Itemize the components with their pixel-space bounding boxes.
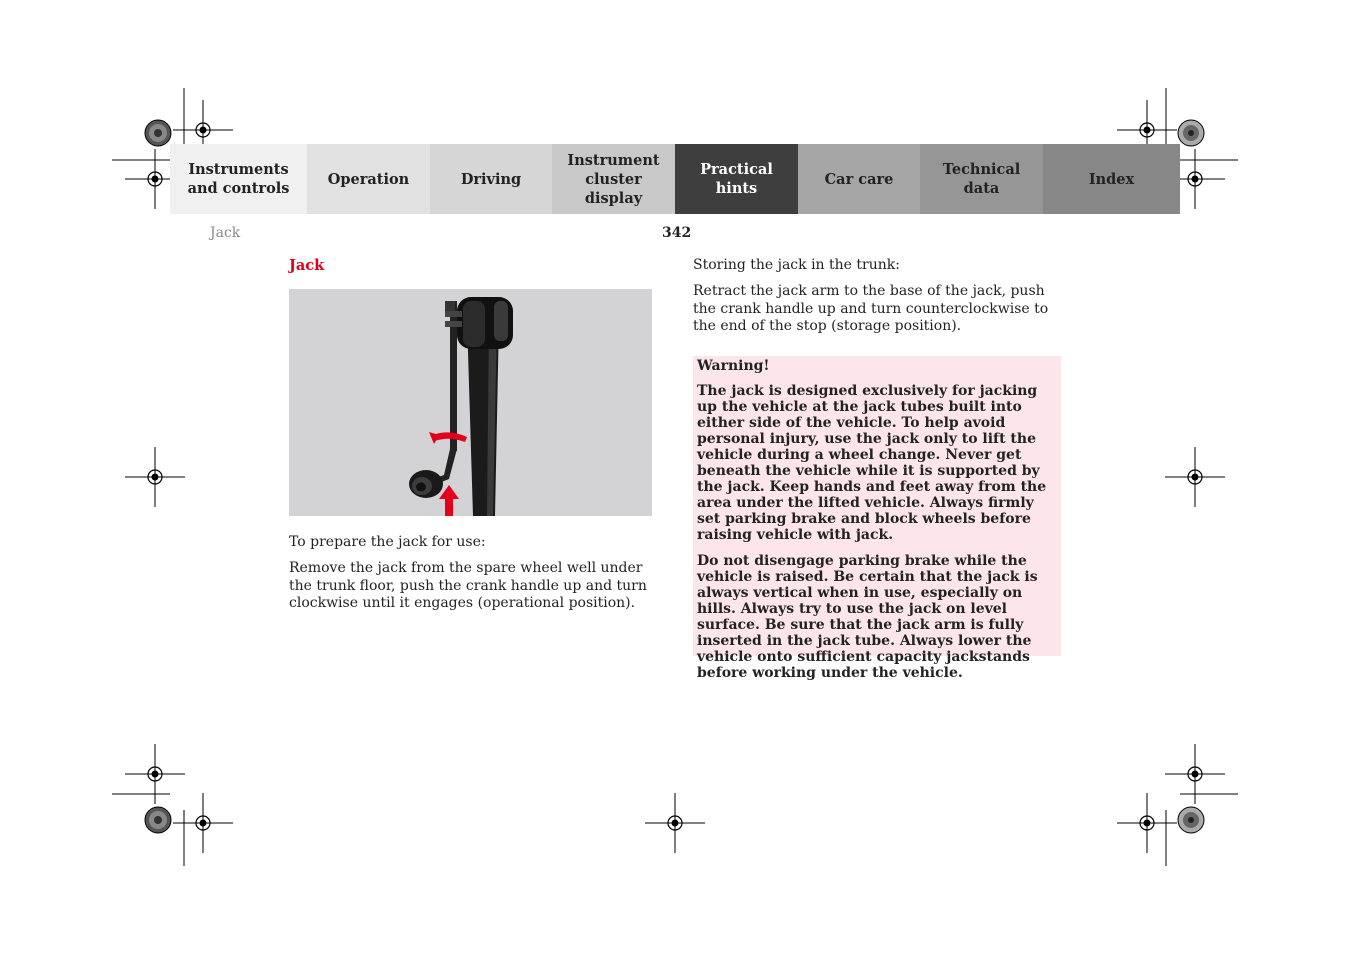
tab-operation[interactable] — [307, 144, 430, 214]
warning-paragraph-1: The jack is designed exclusively for jacking up the vehicle at the jack tubes built into either side of the vehicle. To help avoid personal injury, use the jack only to lift the vehicle during a wheel change. Never get beneath the vehicle while it is supported by the jack. Keep hands and feet away from the area under the lifted vehicle. Always firmly set parking brake and block wheels before raising vehicle with jack. — [697, 383, 1047, 543]
registration-disc-top-left — [145, 120, 171, 146]
tab-technical-data[interactable] — [920, 144, 1043, 214]
tab-instruments-and-controls[interactable] — [170, 144, 307, 214]
warning-box — [693, 356, 1061, 681]
tab-label: Instrument cluster display — [567, 151, 660, 207]
tab-label: Operation — [327, 170, 410, 188]
storing-instructions: Retract the jack arm to the base of the jack, push the crank handle up and turn counterclockwise to the end of the stop (storage position). — [693, 283, 1049, 334]
tab-index[interactable] — [1043, 144, 1180, 214]
tab-label: Instruments and controls — [187, 161, 290, 197]
section-nav — [170, 144, 1180, 214]
page-number: 342 — [662, 225, 692, 241]
tab-label: Index — [1088, 170, 1135, 188]
tab-label: Driving — [460, 170, 522, 188]
jack-illustration — [289, 289, 652, 516]
tab-car-care[interactable] — [798, 144, 920, 214]
running-head: Jack — [210, 225, 241, 241]
warning-paragraph-2: Do not disengage parking brake while the vehicle is raised. Be certain that the jack is always vertical when in use, especially on hills. Always try to use the jack on level surface. Be sure that the jack arm is fully inserted in the jack tube. Always lower the vehicle onto sufficient capacity jackstands before working under the vehicle. — [697, 553, 1038, 681]
storing-intro: Storing the jack in the trunk: — [693, 257, 900, 273]
prepare-instructions: Remove the jack from the spare wheel well under the trunk floor, push the crank handle up and turn clockwise until it engages (operational position). — [289, 560, 647, 611]
tab-label: Car care — [824, 170, 894, 188]
tab-label: Practical hints — [700, 161, 773, 197]
tab-instrument-cluster-display[interactable] — [552, 144, 675, 214]
prepare-intro: To prepare the jack for use: — [289, 534, 486, 550]
tab-label: Technical data — [942, 161, 1021, 197]
tab-practical-hints[interactable] — [675, 144, 798, 214]
section-title: Jack — [289, 257, 325, 274]
tab-driving[interactable] — [430, 144, 552, 214]
warning-title: Warning! — [697, 358, 770, 374]
